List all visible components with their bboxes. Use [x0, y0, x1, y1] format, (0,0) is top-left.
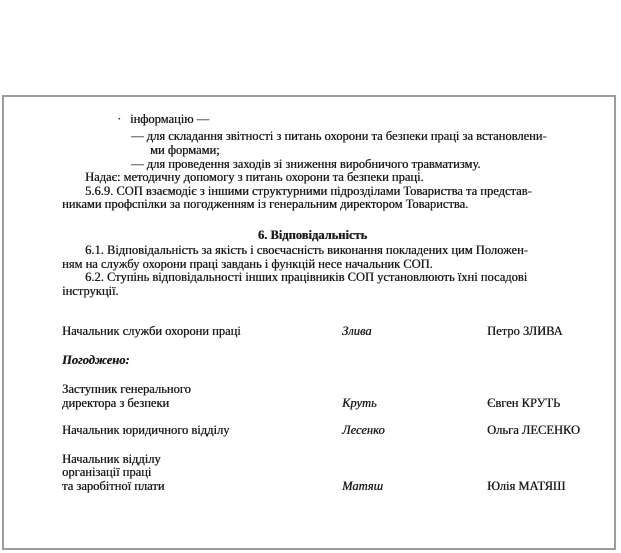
signature-title — [62, 325, 342, 339]
bullet-list-item — [62, 113, 614, 127]
paragraph-line: ням на службу охорони праці завдань і функцій несе начальник СОП. — [62, 256, 433, 271]
paragraph-line: інструкції. — [62, 283, 119, 298]
paragraph-line: 5.6.9. СОП взаємодіє з іншими структурними підрозділами Товариства та представ- — [85, 183, 532, 198]
paragraph-line: 6.2. Ступінь відповідальності інших працівників СОП установлюють їхні посадові — [85, 270, 528, 284]
approved-label: Погоджено: — [62, 352, 130, 367]
signature-title-line: Начальник служби охорони праці — [62, 324, 241, 338]
signature-row — [62, 424, 614, 438]
signature-autograph: Круть — [342, 395, 377, 410]
dash-item-line: — для проведення заходів зі зниження виробничого травматизму. — [131, 156, 481, 171]
signature-name: Юлія МАТЯШ — [487, 478, 566, 493]
paragraph-line: никами профспілки за погодженням із генеральним директором Товариства. — [62, 197, 469, 211]
signature-title — [62, 424, 342, 438]
paragraph-line: Надає: методичну допомогу з питань охорони та безпеки праці. — [85, 170, 424, 184]
signature-autograph: Лесенко — [342, 423, 385, 437]
bullet-icon: · — [117, 112, 122, 126]
signature-title-line: директора з безпеки — [62, 395, 170, 410]
paragraph-line: 6.1. Відповідальність за якість і своєчасність виконання покладених цим Положен- — [85, 243, 528, 257]
signature-row — [62, 383, 614, 410]
signature-title — [62, 453, 342, 494]
signature-autograph: Злива — [342, 324, 372, 338]
dash-item-line: ми формами; — [150, 143, 220, 157]
document-content — [4, 97, 614, 493]
document-frame — [2, 95, 616, 550]
signature-name: Ольга ЛЕСЕНКО — [487, 423, 580, 437]
signature-title-line: Начальник відділу — [62, 451, 161, 466]
signature-title-line: Заступник генерального — [62, 382, 191, 396]
signature-block — [62, 325, 614, 493]
signature-row — [62, 453, 614, 494]
signature-title — [62, 383, 342, 410]
signature-title-line: Начальник юридичного відділу — [62, 423, 230, 437]
signature-row — [62, 325, 614, 339]
dash-item-line: — для складання звітності з питань охорони та безпеки праці за встановлени- — [131, 128, 547, 143]
signature-name: Петро ЗЛИВА — [487, 324, 563, 338]
signature-name: Євген КРУТЬ — [487, 395, 561, 410]
signature-autograph: Матяш — [342, 478, 383, 493]
signature-title-line: організації праці — [62, 465, 152, 479]
signature-title-line: та заробітної плати — [62, 478, 165, 493]
bullet-item-text: інформацію — — [130, 112, 210, 126]
section-heading: 6. Відповідальність — [257, 227, 368, 242]
